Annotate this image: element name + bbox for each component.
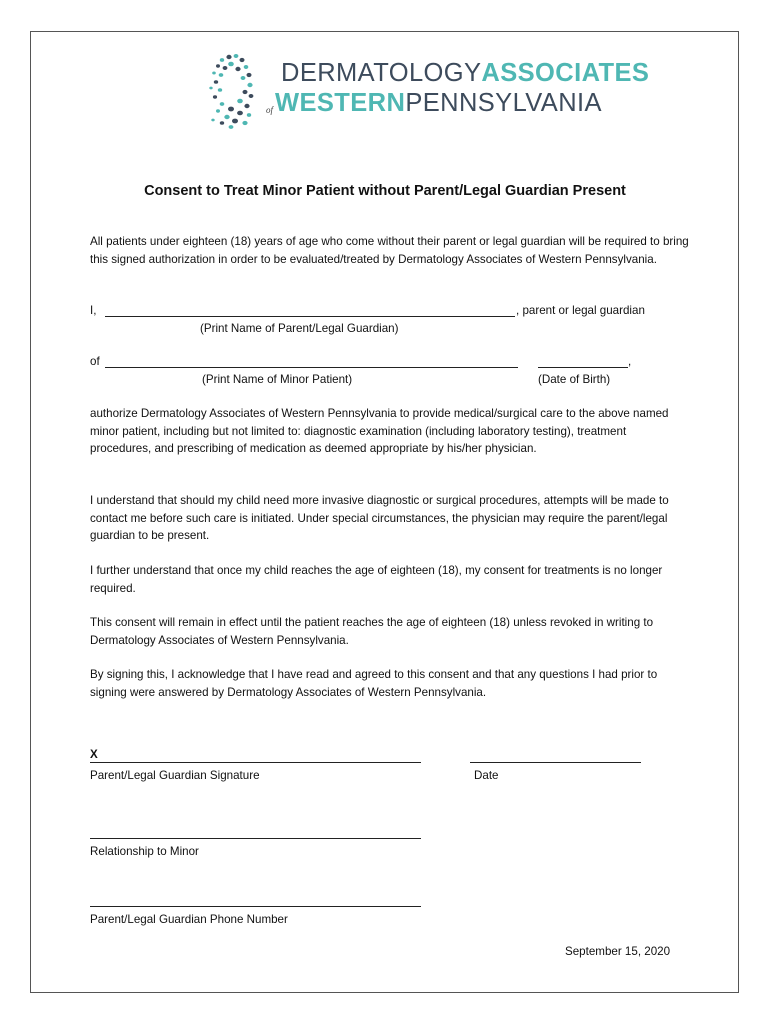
logo-word-pennsylvania: PENNSYLVANIA xyxy=(405,89,602,117)
practice-logo xyxy=(205,52,650,132)
phone-number-caption: Parent/Legal Guardian Phone Number xyxy=(90,913,288,926)
parent-name-field[interactable] xyxy=(105,316,515,317)
parent-name-caption: (Print Name of Parent/Legal Guardian) xyxy=(200,322,399,335)
acknowledgement-paragraph: By signing this, I acknowledge that I have read and agreed to this consent and that any questions I had prior to signing were answered by Dermatology Associates of Western Pennsylvania. xyxy=(90,668,658,699)
parent-line-prefix: I, xyxy=(90,304,97,317)
signature-field[interactable] xyxy=(90,762,421,763)
intro-paragraph: All patients under eighteen (18) years of age who come without their parent or legal guardian will be required to bring this signed authorization in order to be evaluated/treated by Dermatology Associates of Western Pennsylvania. xyxy=(90,235,689,266)
logo-word-of: of xyxy=(266,105,274,115)
signature-date-caption: Date xyxy=(474,769,499,782)
authorization-paragraph: authorize Dermatology Associates of Western Pennsylvania to provide medical/surgical care to the above named minor patient, including but not limited to: diagnostic examination (including laboratory testing), treatment procedures, and prescribing of medication as deemed appropriate by his/her physician. xyxy=(90,407,669,455)
consent-duration-paragraph: This consent will remain in effect until the patient reaches the age of eighteen (18) unless revoked in writing to Dermatology Associates of Western Pennsylvania. xyxy=(90,616,654,647)
date-of-birth-field[interactable] xyxy=(538,367,628,368)
relationship-caption: Relationship to Minor xyxy=(90,845,199,858)
age-eighteen-paragraph: I further understand that once my child reaches the age of eighteen (18), my consent for treatments is no longer required. xyxy=(90,564,663,595)
logo-line-2 xyxy=(275,91,602,117)
logo-word-dermatology: DERMATOLOGY xyxy=(281,59,482,87)
minor-line-prefix: of xyxy=(90,355,100,368)
parent-line-suffix: , parent or legal guardian xyxy=(516,304,645,317)
document-title: Consent to Treat Minor Patient without Parent/Legal Guardian Present xyxy=(144,183,626,199)
signature-caption: Parent/Legal Guardian Signature xyxy=(90,769,260,782)
dot-swirl-icon xyxy=(205,52,275,130)
logo-word-associates: ASSOCIATES xyxy=(481,59,650,87)
date-of-birth-caption: (Date of Birth) xyxy=(538,373,611,386)
signature-date-field[interactable] xyxy=(470,762,641,763)
logo-word-western: WESTERN xyxy=(275,89,406,117)
document-date: September 15, 2020 xyxy=(565,945,671,958)
signature-x-mark: X xyxy=(90,748,98,761)
dob-comma: , xyxy=(628,355,632,368)
logo-line-1 xyxy=(281,61,649,87)
invasive-procedures-paragraph: I understand that should my child need more invasive diagnostic or surgical procedures, attempts will be made to contact me before such care is initiated. Under special circumstances, the physician may require the parent/legal guardian to be present. xyxy=(90,494,669,542)
relationship-field[interactable] xyxy=(90,838,421,839)
minor-name-caption: (Print Name of Minor Patient) xyxy=(202,373,353,386)
phone-number-field[interactable] xyxy=(90,906,421,907)
minor-name-field[interactable] xyxy=(105,367,518,368)
